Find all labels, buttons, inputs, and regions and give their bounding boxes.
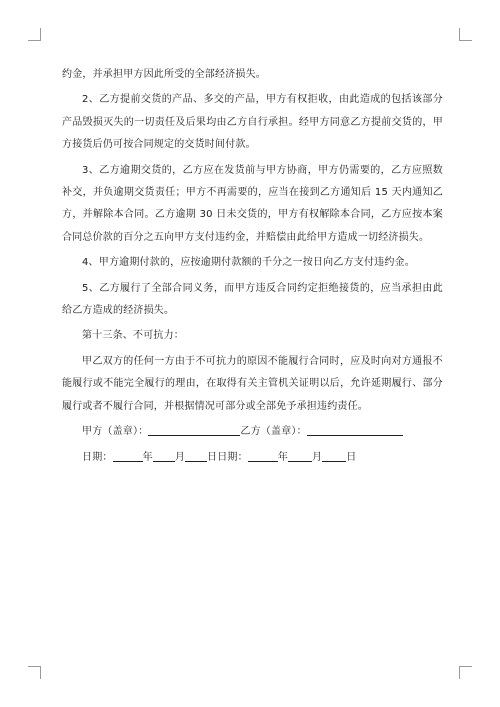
date-label-a: 日期： <box>82 451 113 463</box>
party-b-seal-label: 乙方（盖章）： <box>240 426 307 438</box>
crop-mark-bottom-right <box>459 666 472 679</box>
month-blank-b <box>288 449 312 462</box>
year-label-b: 年 <box>277 451 289 463</box>
crop-mark-top-left <box>28 28 41 41</box>
party-a-seal-blank <box>148 423 240 436</box>
paragraph-item-2: 2、乙方提前交货的产品、多交的产品，甲方有权拒收，由此造成的包括该部分产品毁损灭失的一切责任及后果均由乙方自行承担。经甲方同意乙方提前交货的，甲方接货后仍可按合同规定的交货时间付款。 <box>62 94 443 151</box>
date-line <box>62 447 443 469</box>
year-blank-b <box>248 449 278 462</box>
day-blank-b <box>322 449 346 462</box>
signature-line <box>62 421 443 443</box>
paragraph-continuation: 约金，并承担甲方因此所受的全部经济损失。 <box>62 69 266 80</box>
day-label-b: 日 <box>346 451 357 463</box>
month-blank-a <box>153 449 175 462</box>
month-label-b: 月 <box>312 451 323 463</box>
force-majeure-paragraph: 甲乙双方的任何一方由于不可抗力的原因不能履行合同时，应及时向对方通报不能履行或不能完全履行的理由，在取得有关主管机关证明以后，允许延期履行、部分履行或者不履行合同，并根据情况可部分或全部免予承担违约责任。 <box>62 355 443 412</box>
paragraph-item-5: 5、乙方履行了全部合同义务，而甲方违反合同约定拒绝接货的，应当承担由此给乙方造成的经济损失。 <box>62 282 443 317</box>
date-label-b: 日日期： <box>207 451 248 463</box>
article-13-heading: 第十三条、不可抗力： <box>82 330 184 342</box>
document-page <box>62 64 443 472</box>
crop-mark-top-right <box>459 28 472 41</box>
party-a-seal-label: 甲方（盖章）： <box>82 426 149 438</box>
day-blank-a <box>185 449 207 462</box>
paragraph-item-3: 3、乙方逾期交货的，乙方应在发货前与甲方协商，甲方仍需要的，乙方应照数补交，并负逾期交货责任；甲方不再需要的，应当在接到乙方通知后 15 天内通知乙方，并解除本合同。乙方逾期 30 日未交货的，甲方有权解除本合同，乙方应按本案合同总价款的百分之五向甲方支付违约金，并赔偿由此给甲方造成一切经济损失。 <box>62 164 443 243</box>
party-b-seal-blank <box>307 423 403 436</box>
paragraph-item-4: 4、甲方逾期付款的，应按逾期付款额的千分之一按日向乙方支付违约金。 <box>82 257 415 269</box>
year-label-a: 年 <box>142 451 153 463</box>
crop-mark-bottom-left <box>28 666 41 679</box>
month-label-a: 月 <box>174 451 186 463</box>
year-blank-a <box>113 449 143 462</box>
